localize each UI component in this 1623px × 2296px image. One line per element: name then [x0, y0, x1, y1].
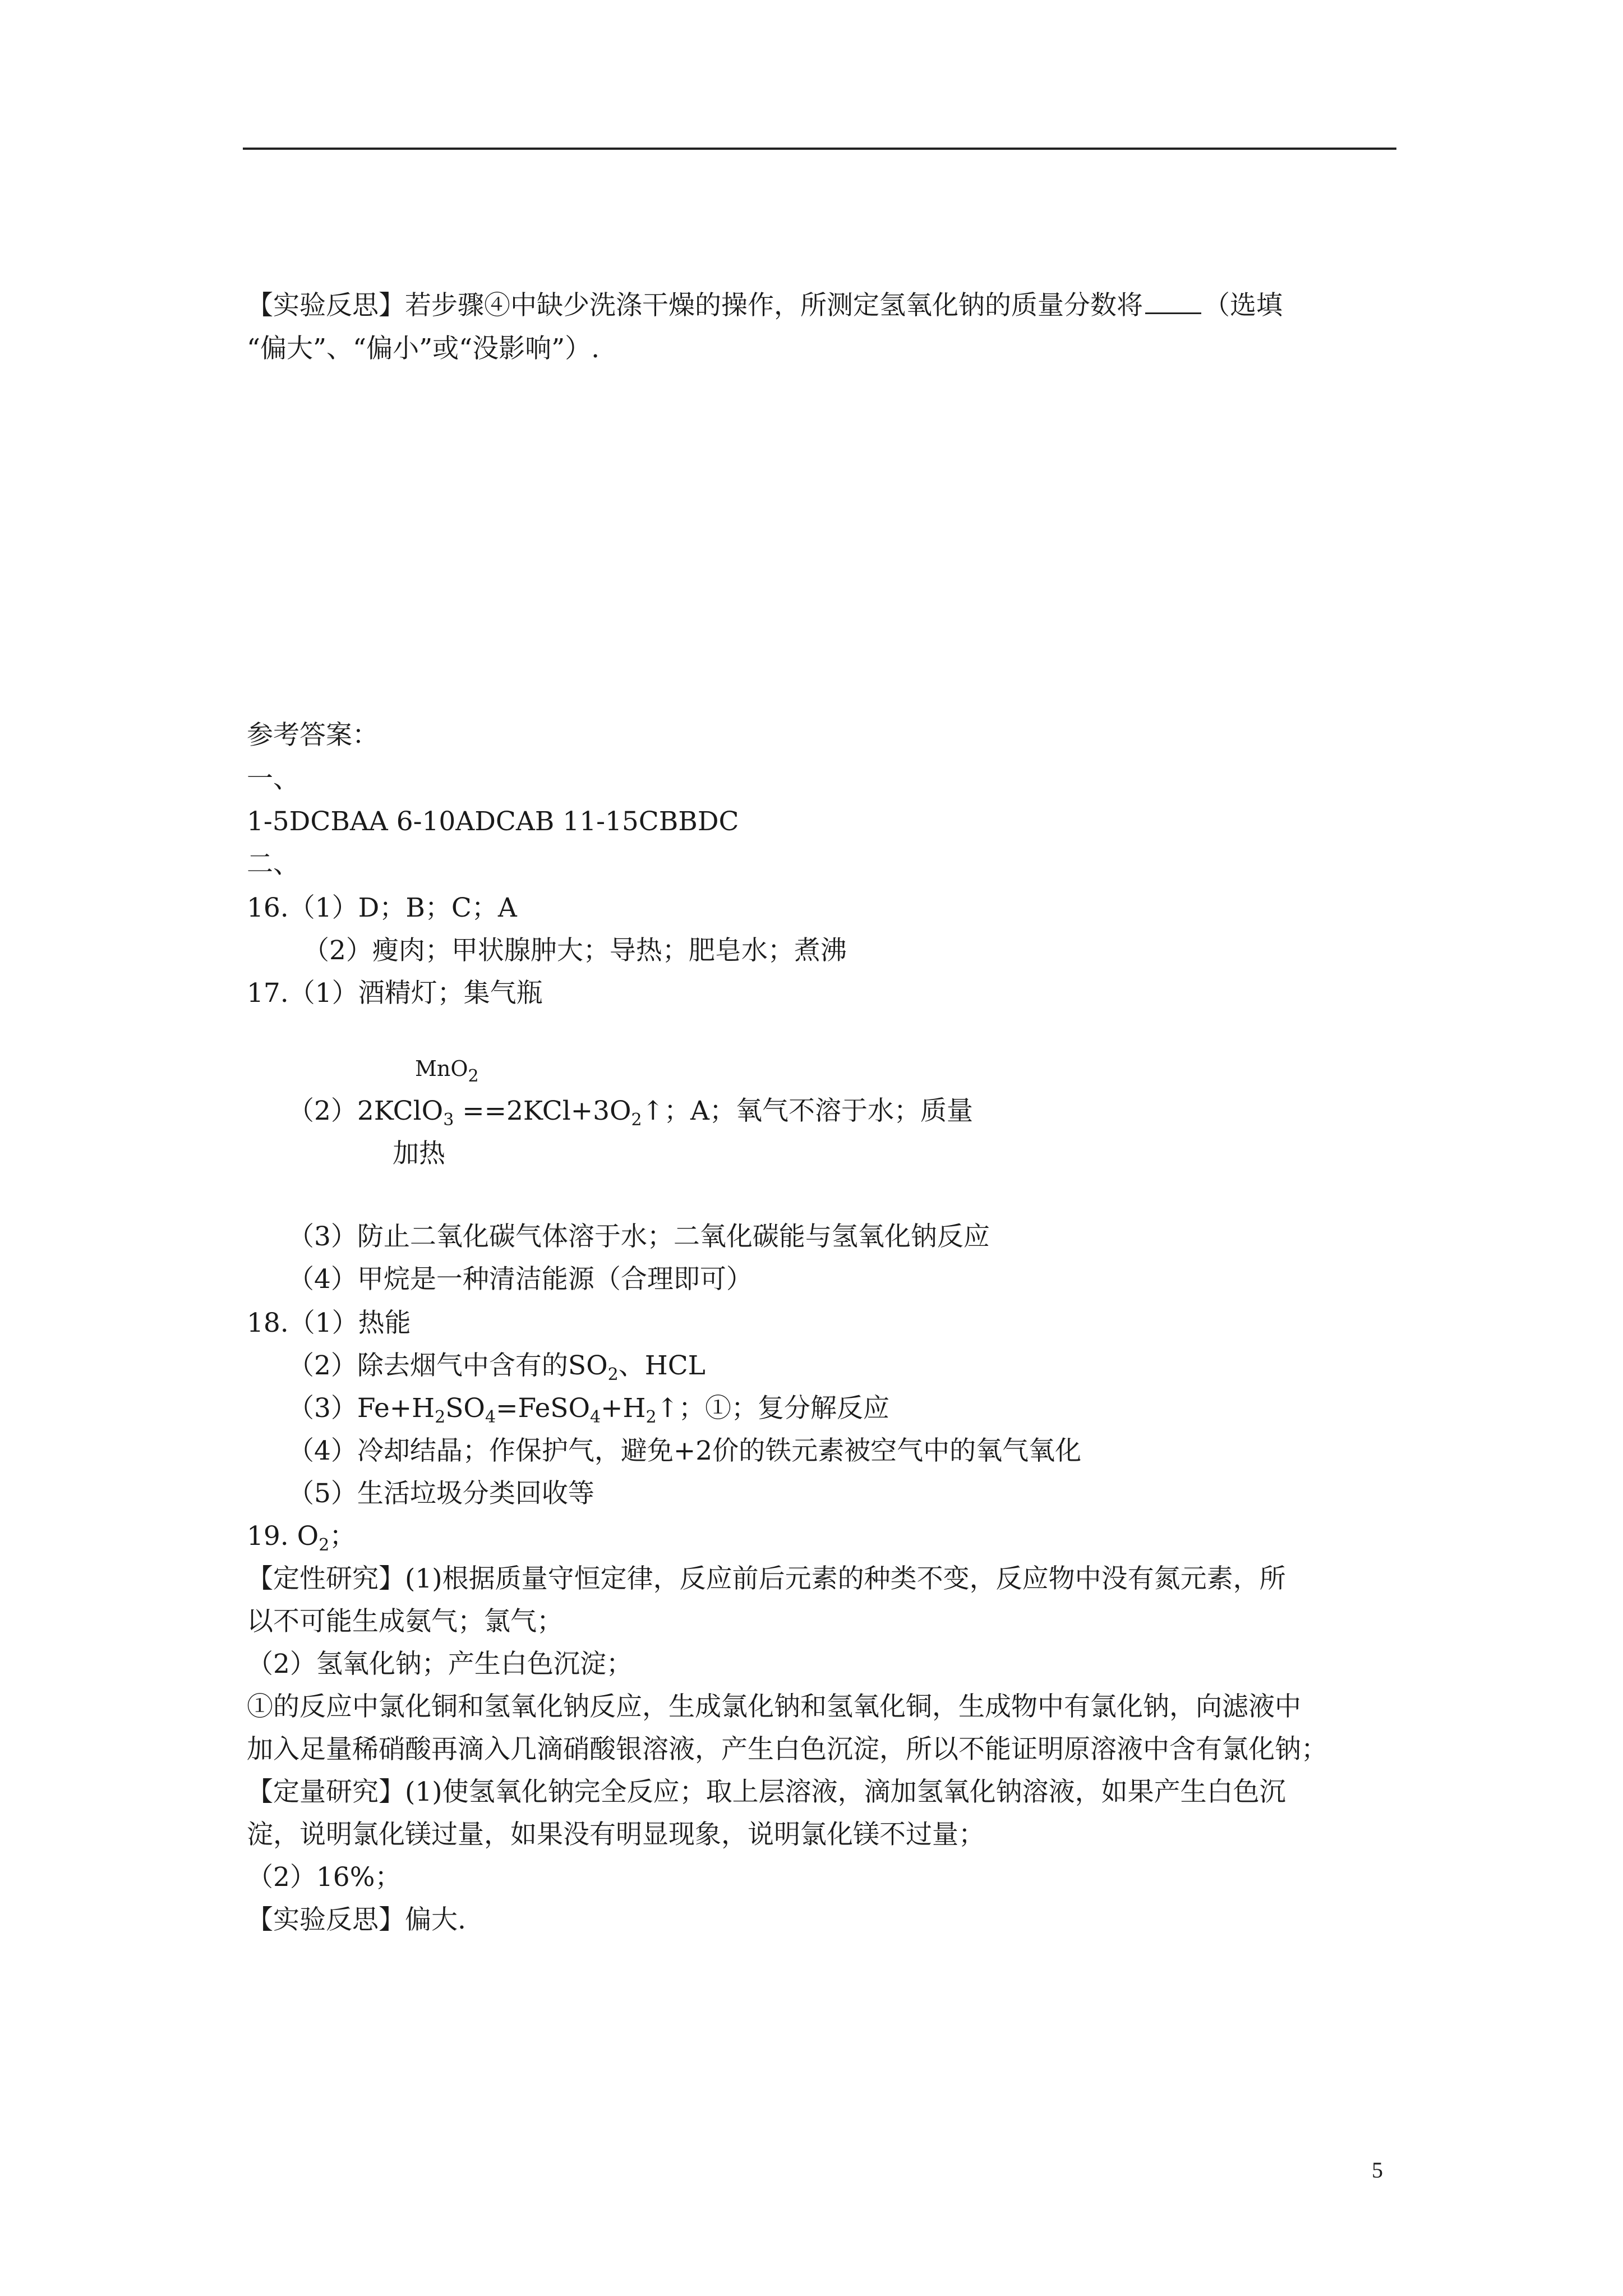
- reflection-question-line2: “偏大”、“偏小”或“没影响”）.: [247, 333, 600, 364]
- page-number: 5: [1372, 2157, 1383, 2183]
- header-rule: [243, 148, 1396, 150]
- answer-19: 19. $O_2$；: [247, 1521, 356, 1555]
- section-1-heading: 一、: [247, 763, 299, 794]
- reflection-question-part2: （选填: [1204, 290, 1283, 321]
- quantitative-research-2: （2）16%；: [247, 1862, 402, 1893]
- answer-18-1: 18.（1）热能: [247, 1308, 411, 1338]
- section-2-heading: 二、: [247, 849, 299, 880]
- quantitative-research-1a: 【定量研究】(1)使氢氧化钠完全反应；取上层溶液，滴加氢氧化钠溶液，如果产生白色沉: [247, 1777, 1286, 1807]
- reflection-answer: 【实验反思】偏大.: [247, 1904, 466, 1935]
- answers-title: 参考答案：: [247, 720, 379, 751]
- answer-17-2: （2）2KClO$_3$ $==2KCl+3O_2↑$；A；氧气不溶于水；质量: [288, 1096, 973, 1130]
- answer-blank: [1145, 289, 1201, 314]
- answer-18-4: （4）冷却结晶；作保护气，避免+2价的铁元素被空气中的氧气氧化: [288, 1435, 1082, 1466]
- multiple-choice-answers: 1-5DCBAA 6-10ADCAB 11-15CBBDC: [247, 806, 739, 837]
- qualitative-research-3a: ①的反应中氯化铜和氢氧化钠反应，生成氯化钠和氢氧化铜，生成物中有氯化钠，向滤液中: [247, 1691, 1301, 1722]
- qualitative-research-1b: 以不可能生成氨气；氯气；: [247, 1606, 563, 1637]
- answer-18-3: $(3)Fe+H_2SO_4=FeSO_4+H_2↑$；①；复分解反应: [288, 1393, 889, 1427]
- answer-16-1: 16.（1）D；B；C；A: [247, 892, 517, 923]
- reflection-question-line1: [247, 289, 1283, 323]
- answer-16-2: （2）瘦肉；甲状腺肿大；导热；肥皂水；煮沸: [303, 935, 847, 966]
- answer-18-5: （5）生活垃圾分类回收等: [288, 1478, 594, 1509]
- answer-17-4: （4）甲烷是一种清洁能源（合理即可）: [288, 1264, 753, 1295]
- answer-17-3: （3）防止二氧化碳气体溶于水；二氧化碳能与氢氧化钠反应: [288, 1221, 990, 1252]
- quantitative-research-1b: 淀，说明氯化镁过量，如果没有明显现象，说明氯化镁不过量；: [247, 1819, 985, 1850]
- reflection-question-part1: 【实验反思】若步骤④中缺少洗涤干燥的操作，所测定氢氧化钠的质量分数将: [247, 290, 1143, 321]
- qualitative-research-2: （2）氢氧化钠；产生白色沉淀；: [247, 1649, 633, 1680]
- answer-18-2: （2）除去烟气中含有的$SO_2$、HCL: [288, 1350, 706, 1384]
- qualitative-research-3b: 加入足量稀硝酸再滴入几滴硝酸银溶液，产生白色沉淀，所以不能证明原溶液中含有氯化钠；: [247, 1734, 1327, 1765]
- qualitative-research-1a: 【定性研究】(1)根据质量守恒定律，反应前后元素的种类不变，反应物中没有氮元素，所: [247, 1563, 1286, 1594]
- catalyst-label: MnO$_2$: [415, 1056, 479, 1086]
- answer-17-1: 17.（1）酒精灯；集气瓶: [247, 978, 543, 1009]
- reaction-condition: 加热: [393, 1138, 445, 1169]
